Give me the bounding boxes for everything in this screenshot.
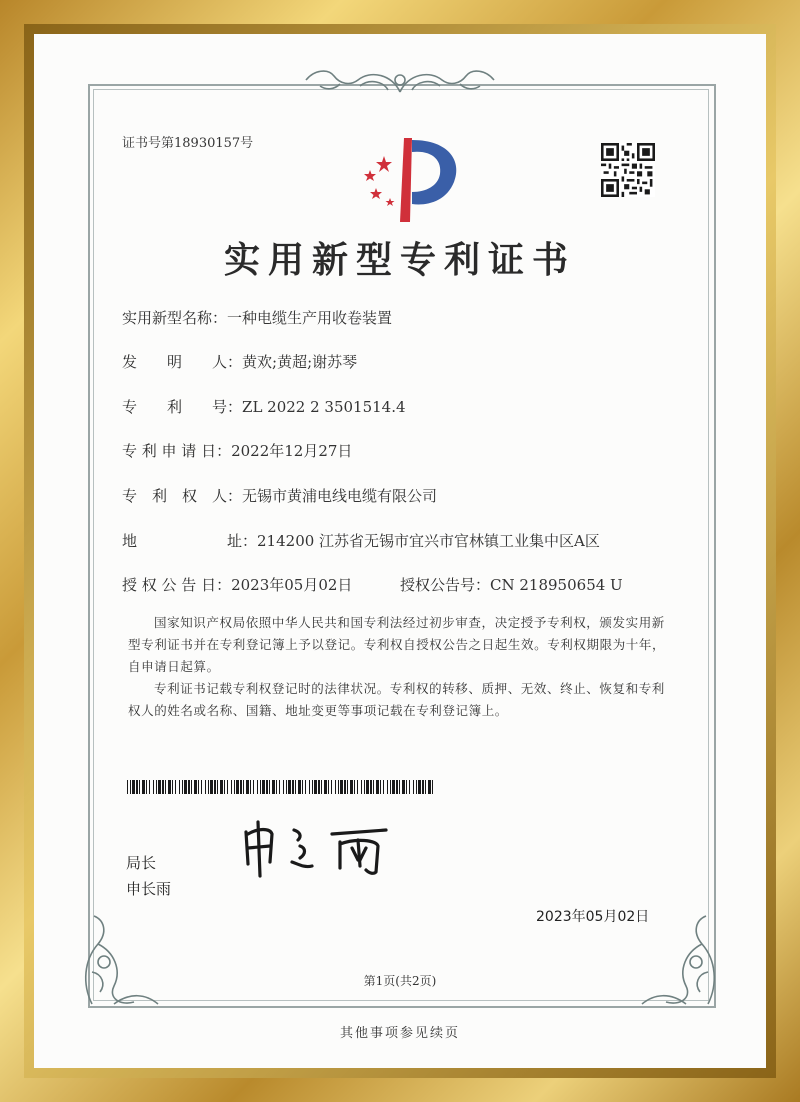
utility-model-name-row xyxy=(122,307,392,328)
address-row xyxy=(122,530,600,551)
address-value: 214200 江苏省无锡市宜兴市官林镇工业集中区A区 xyxy=(257,532,600,550)
patent-no-row xyxy=(122,396,406,417)
page-number: 第1页(共2页) xyxy=(363,974,437,988)
certificate-number: 证书号第18930157号 xyxy=(122,136,254,151)
grant-date-label: 授 权 公 告 日： xyxy=(122,576,232,594)
inventor-label: 发 明 人： xyxy=(122,353,243,371)
filing-date-label: 专 利 申 请 日： xyxy=(122,442,232,460)
corner-ornament-icon xyxy=(636,912,726,1008)
footer-note: 其他事项参见续页 xyxy=(339,1026,460,1041)
patent-no-value: ZL 2022 2 3501514.4 xyxy=(242,398,406,416)
address-label: 地 址： xyxy=(122,532,258,550)
signature-image xyxy=(236,818,406,878)
grant-date-row xyxy=(122,574,352,595)
signature-date: 2023年05月02日 xyxy=(536,909,650,925)
qr-code-icon xyxy=(601,143,655,197)
patentee-row xyxy=(122,485,437,506)
corner-ornament-icon xyxy=(74,912,164,1008)
cnipa-logo-icon xyxy=(346,132,464,228)
signatory-title: 局长 xyxy=(126,854,157,872)
legal-paragraph-2: 专利证书记载专利权登记时的法律状况。专利权的转移、质押、无效、终止、恢复和专利权人的姓名或名称、国籍、地址变更等事项记载在专利登记簿上。 xyxy=(128,681,665,718)
legal-paragraph-1: 国家知识产权局依照中华人民共和国专利法经过初步审查，决定授予专利权，颁发实用新型专利证书并在专利登记簿上予以登记。专利权自授权公告之日起生效。专利权期限为十年，自申请日起算。 xyxy=(128,615,666,674)
signatory-name: 申长雨 xyxy=(126,880,172,898)
barcode-icon xyxy=(127,780,435,794)
grant-no-row xyxy=(400,574,623,595)
filing-date-value: 2022年12月27日 xyxy=(231,442,353,460)
patentee-value: 无锡市黄浦电线电缆有限公司 xyxy=(242,487,438,505)
grant-date-value: 2023年05月02日 xyxy=(231,576,353,594)
patent-no-label: 专 利 号： xyxy=(122,398,243,416)
inventor-value: 黄欢;黄超;谢苏琴 xyxy=(242,353,358,371)
inventor-row xyxy=(122,351,357,372)
utility-model-name-value: 一种电缆生产用收卷装置 xyxy=(227,309,393,327)
top-ornament-icon xyxy=(300,64,500,98)
patentee-label: 专 利 权 人： xyxy=(122,487,243,505)
grant-no-label: 授权公告号： xyxy=(400,576,491,594)
filing-date-row xyxy=(122,440,352,461)
certificate-title: 实用新型专利证书 xyxy=(223,240,576,281)
utility-model-name-label: 实用新型名称： xyxy=(122,309,228,327)
grant-no-value: CN 218950654 U xyxy=(490,576,623,594)
